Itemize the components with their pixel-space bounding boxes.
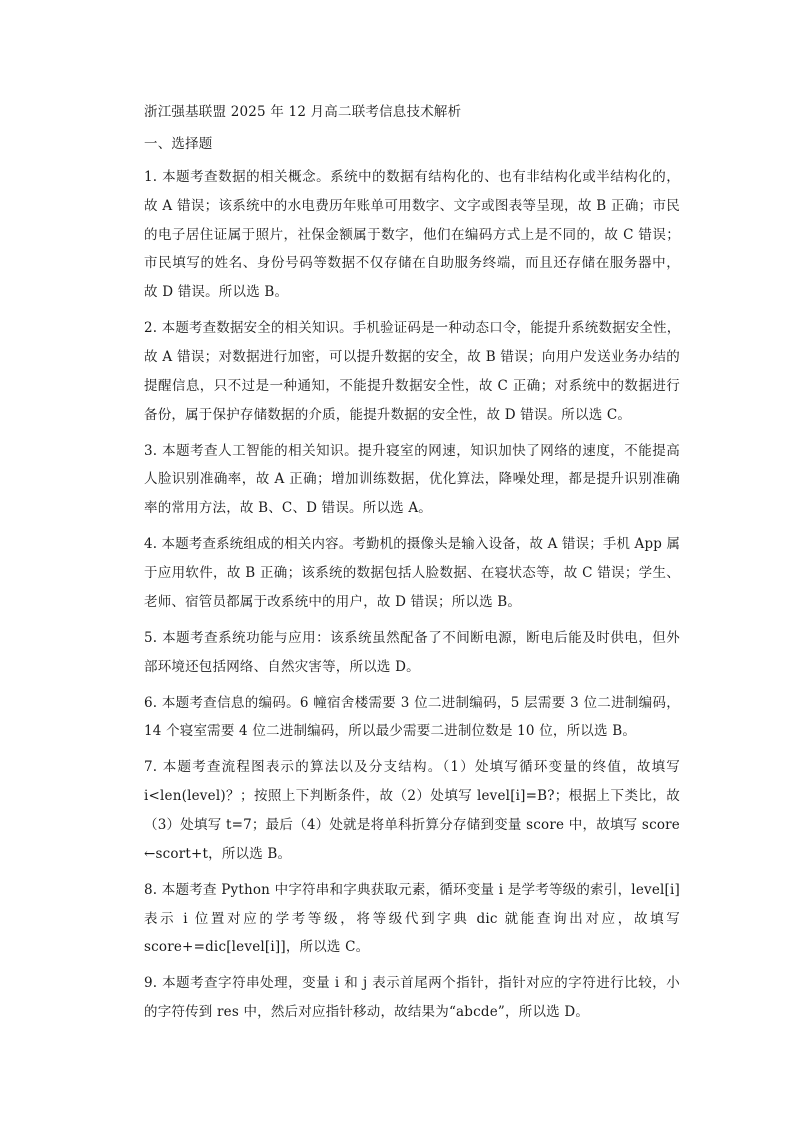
answer-paragraph	[144, 629, 680, 677]
answer-line: 老师、宿管员都属于改系统中的用户，故 D 错误；所以选 B。	[144, 593, 522, 610]
answer-line: score+=dic[level[i]]，所以选 C。	[144, 939, 370, 956]
answer-line: 的电子居住证属于照片，社保金额属于数字，他们在编码方式上是不同的，故 C 错误；	[144, 226, 680, 243]
answer-line: i<len(level)？；按照上下判断条件，故（2）处填写 level[i]=B?；根据上下类比，故	[144, 788, 680, 805]
answer-line: 的字符传到 res 中，然后对应指针移动，故结果为“abcde”，所以选 D。	[144, 1004, 590, 1021]
answer-line: 1. 本题考查数据的相关概念。系统中的数据有结构化的、也有非结构化或半结构化的，	[144, 169, 680, 185]
answer-line: （3）处填写 t=7；最后（4）处就是将单科折算分存储到变量 score 中，故填写 score	[144, 816, 680, 833]
answer-paragraph	[144, 974, 680, 1022]
answer-paragraph	[144, 168, 680, 302]
answer-line: 2. 本题考查数据安全的相关知识。手机验证码是一种动态口令，能提升系统数据安全性，	[144, 320, 681, 337]
document-body	[144, 103, 680, 1039]
answer-line: 备份，属于保护存储数据的介质，能提升数据的安全性，故 D 错误。所以选 C。	[144, 406, 632, 423]
answer-paragraph	[144, 881, 680, 958]
answer-line: 3. 本题考查人工智能的相关知识。提升寝室的网速，知识加快了网络的速度，不能提高	[144, 442, 680, 459]
answer-paragraph	[144, 758, 680, 863]
answer-line: 率的常用方法，故 B、C、D 错误。所以选 A。	[144, 500, 432, 517]
answer-line: 8. 本题考查 Python 中字符串和字典获取元素，循环变量 i 是学考等级的索引，level[i]	[144, 881, 680, 898]
answer-line: 市民填写的姓名、身份号码等数据不仅存储在自助服务终端，而且还存储在服务器中，	[144, 255, 680, 272]
answer-line: ←scort+t，所以选 B。	[144, 845, 292, 862]
answer-line: 4. 本题考查系统组成的相关内容。考勤机的摄像头是输入设备，故 A 错误；手机 App 属	[144, 536, 681, 553]
answer-line: 部环境还包括网络、自然灾害等，所以选 D。	[144, 658, 420, 675]
answer-line: 14 个寝室需要 4 位二进制编码，所以最少需要二进制位数是 10 位，所以选 B。	[144, 723, 637, 740]
answer-line: 故 A 错误；该系统中的水电费历年账单可用数字、文字或图表等呈现，故 B 正确；市民	[144, 197, 680, 214]
answer-line: 7. 本题考查流程图表示的算法以及分支结构。（1）处填写循环变量的终值，故填写	[144, 759, 680, 776]
answer-line: 6. 本题考查信息的编码。6 幢宿舍楼需要 3 位二进制编码，5 层需要 3 位二进制编码，	[144, 694, 680, 711]
answer-paragraph	[144, 535, 680, 612]
answer-line: 于应用软件，故 B 正确；该系统的数据包括人脸数据、在寝状态等，故 C 错误；学生、	[144, 564, 680, 581]
answer-line: 人脸识别准确率，故 A 正确；增加训练数据，优化算法，降噪处理，都是提升识别准确	[144, 471, 680, 488]
answer-paragraph	[144, 319, 680, 424]
answer-line: 故 A 错误；对数据进行加密，可以提升数据的安全，故 B 错误；向用户发送业务办结的	[144, 348, 680, 365]
answer-line: 表示 i 位置对应的学考等级，将等级代到字典 dic 就能查询出对应，故填写	[144, 910, 680, 927]
answer-paragraph	[144, 694, 680, 742]
answer-line: 5. 本题考查系统功能与应用：该系统虽然配备了不间断电源，断电后能及时供电，但外	[144, 629, 680, 646]
answer-line: 9. 本题考查字符串处理，变量 i 和 j 表示首尾两个指针，指针对应的字符进行比较，小	[144, 975, 680, 992]
section-title: 一、选择题	[144, 136, 213, 152]
answer-paragraph	[144, 442, 680, 519]
answer-list	[144, 168, 680, 1022]
answer-line: 故 D 错误。所以选 B。	[144, 284, 289, 301]
document-title: 浙江强基联盟 2025 年 12 月高二联考信息技术解析	[144, 104, 462, 120]
answer-line: 提醒信息，只不过是一种通知，不能提升数据安全性，故 C 正确；对系统中的数据进行	[144, 377, 680, 394]
